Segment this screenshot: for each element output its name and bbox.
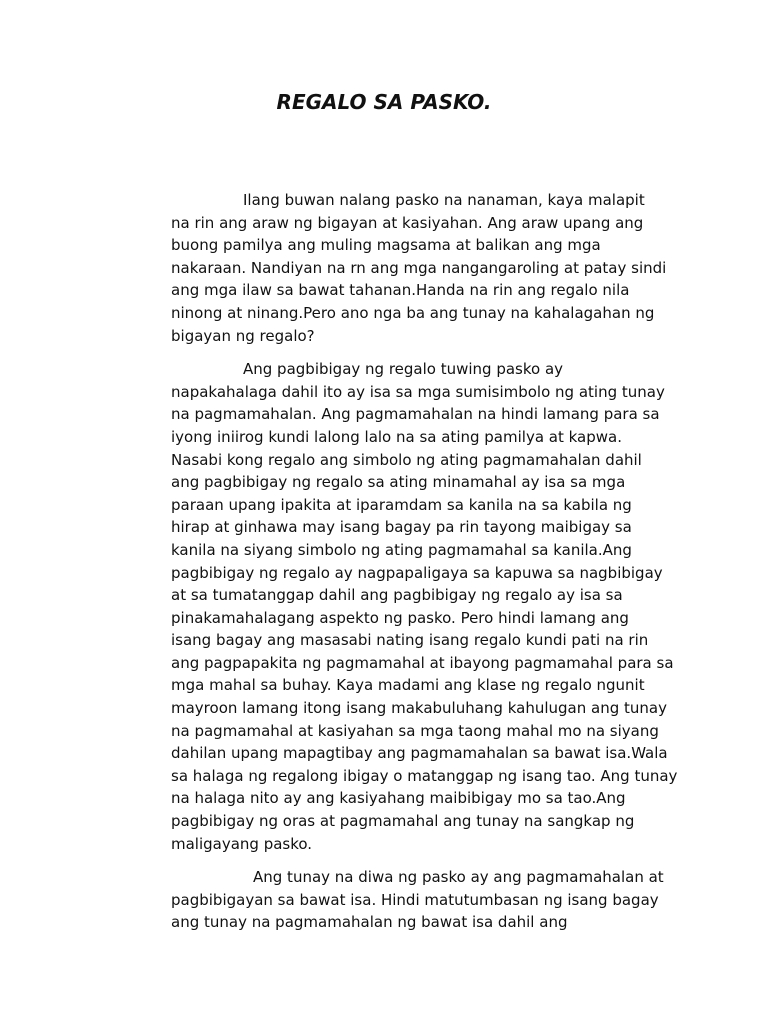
paragraph-line: kanila na siyang simbolo ng ating pagmamahal sa kanila.Ang	[171, 540, 632, 559]
paragraph-2	[171, 358, 678, 855]
paragraph-line: bigayan ng regalo?	[171, 326, 315, 345]
paragraph-line: na halaga nito ay ang kasiyahang maibibigay mo sa tao.Ang	[171, 789, 626, 808]
paragraph-line: at sa tumatanggap dahil ang pagbibigay ng regalo ay isa sa	[171, 586, 623, 605]
paragraph-line: Nasabi kong regalo ang simbolo ng ating pagmamahalan dahil	[171, 450, 642, 469]
paragraph-line: hirap at ginhawa may isang bagay pa rin tayong maibigay sa	[171, 518, 632, 537]
paragraph-line: na pagmamahalan. Ang pagmamahalan na hindi lamang para sa	[171, 405, 660, 424]
paragraph-line: napakahalaga dahil ito ay isa sa mga sumisimbolo ng ating tunay	[171, 382, 665, 401]
paragraph-line: iyong iniirog kundi lalong lalo na sa ating pamilya at kapwa.	[171, 427, 622, 446]
paragraph-line: ninong at ninang.Pero ano nga ba ang tunay na kahalagahan ng	[171, 303, 655, 322]
document-title: REGALO SA PASKO.	[276, 90, 492, 114]
paragraph-3	[171, 866, 664, 934]
paragraph-line: ang pagpapakita ng pagmamahal at ibayong pagmamahal para sa	[171, 653, 674, 672]
paragraph-line: pagbibigay ng regalo ay nagpapaligaya sa kapuwa sa nagbibigay	[171, 563, 663, 582]
paragraph-line: sa halaga ng regalong ibigay o matanggap ng isang tao. Ang tunay	[171, 766, 678, 785]
paragraph-line: Ang pagbibigay ng regalo tuwing pasko ay	[243, 360, 564, 379]
paragraph-line: mga mahal sa buhay. Kaya madami ang klase ng regalo ngunit	[171, 676, 645, 695]
paragraph-line: mayroon lamang itong isang makabuluhang kahulugan ang tunay	[171, 699, 667, 718]
paragraph-line: paraan upang ipakita at iparamdam sa kanila na sa kabila ng	[171, 495, 632, 514]
paragraph-line: buong pamilya ang muling magsama at balikan ang mga	[171, 236, 601, 255]
paragraph-line: na pagmamahal at kasiyahan sa mga taong mahal mo na siyang	[171, 721, 659, 740]
paragraph-1	[171, 189, 667, 347]
paragraph-line: pinakamahalagang aspekto ng pasko. Pero hindi lamang ang	[171, 608, 629, 627]
paragraph-line: Ang tunay na diwa ng pasko ay ang pagmamahalan at	[253, 868, 664, 887]
paragraph-line: pagbibigay ng oras at pagmamahal ang tunay na sangkap ng	[171, 812, 635, 831]
document-body	[171, 189, 678, 945]
paragraph-line: ang mga ilaw sa bawat tahanan.Handa na rin ang regalo nila	[171, 281, 630, 300]
paragraph-line: Ilang buwan nalang pasko na nanaman, kaya malapit	[243, 191, 645, 209]
paragraph-line: maligayang pasko.	[171, 834, 313, 853]
paragraph-line: na rin ang araw ng bigayan at kasiyahan. Ang araw upang ang	[171, 213, 644, 232]
paragraph-line: ang tunay na pagmamahalan ng bawat isa dahil ang	[171, 913, 568, 932]
paragraph-line: nakaraan. Nandiyan na rn ang mga nangangaroling at patay sindi	[171, 258, 667, 277]
paragraph-line: isang bagay ang masasabi nating isang regalo kundi pati na rin	[171, 631, 649, 650]
paragraph-line: ang pagbibigay ng regalo sa ating minamahal ay isa sa mga	[171, 473, 626, 492]
paragraph-line: dahilan upang mapagtibay ang pagmamahalan sa bawat isa.Wala	[171, 744, 668, 763]
paragraph-line: pagbibigayan sa bawat isa. Hindi matutumbasan ng isang bagay	[171, 890, 659, 909]
